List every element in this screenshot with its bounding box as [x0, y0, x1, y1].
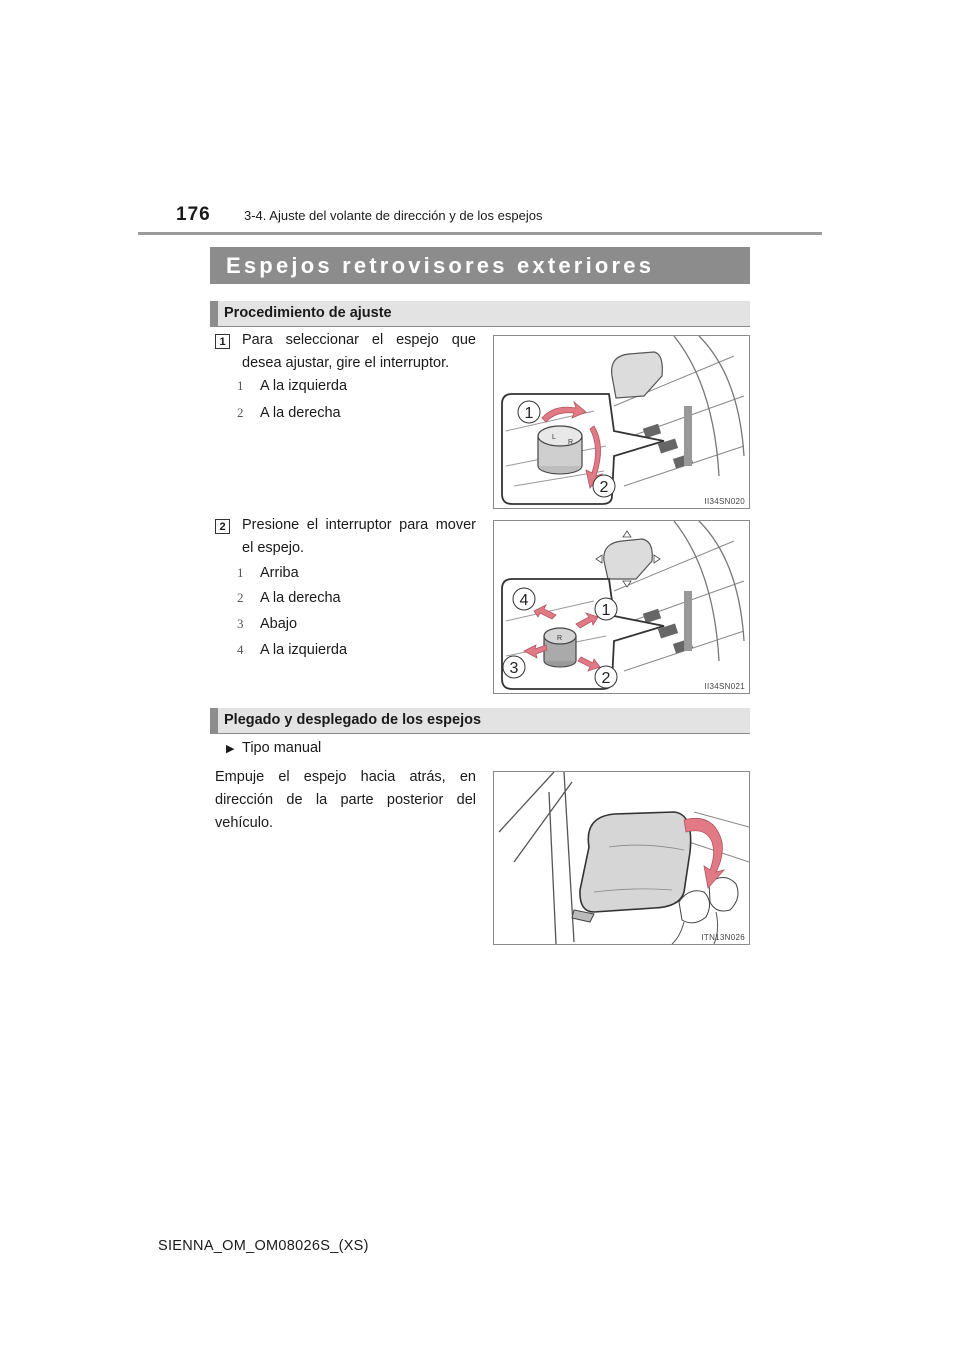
folding-text: Empuje el espejo hacia atrás, en dirección de la parte posterior del vehículo.: [215, 769, 476, 831]
step-badge-1: 1: [215, 334, 230, 349]
item-number: 2: [237, 590, 244, 605]
item-label: A la derecha: [260, 405, 341, 421]
figure-mirror-select-illustration: [494, 336, 749, 508]
section-heading-adjustment: [210, 301, 750, 327]
footer-doc-id: SIENNA_OM_OM08026S_(XS): [158, 1238, 369, 1254]
callout-number: 1: [601, 602, 611, 619]
figure-code: II34SN020: [704, 497, 745, 506]
figure-code: ITN13N026: [701, 933, 745, 942]
page-title: Espejos retrovisores exteriores: [226, 253, 655, 278]
item-label: A la izquierda: [260, 642, 348, 658]
header-rule: [138, 232, 822, 235]
step-badge-2: 2: [215, 519, 230, 534]
section-heading-tab: [210, 708, 218, 733]
bullet-text: Tipo manual: [242, 740, 322, 756]
svg-text:R: R: [568, 439, 574, 446]
section-heading-tab: [210, 301, 218, 326]
section-heading-text: Plegado y desplegado de los espejos: [224, 712, 482, 728]
section-heading-folding: [210, 708, 750, 734]
svg-text:L: L: [552, 434, 556, 441]
figure-mirror-folding: [493, 771, 750, 945]
svg-text:R: R: [557, 635, 563, 642]
section-path: 3-4. Ajuste del volante de dirección y de los espejos: [244, 208, 543, 223]
figure-mirror-adjust-switch: [493, 520, 750, 694]
callout-number: 3: [509, 660, 519, 677]
callout-number: 2: [599, 479, 609, 496]
figure-mirror-adjust-illustration: [494, 521, 749, 693]
callout-number: 1: [524, 405, 534, 422]
bullet-triangle-icon: ▶: [226, 743, 235, 755]
item-label: A la derecha: [260, 590, 341, 606]
step1-text: Para seleccionar el espejo que desea ajustar, gire el interruptor.: [242, 332, 476, 371]
page-number: 176: [176, 204, 211, 225]
item-number: 1: [237, 378, 244, 393]
callout-number: 2: [601, 670, 611, 687]
figure-mirror-folding-illustration: [494, 772, 749, 944]
item-number: 3: [237, 616, 244, 631]
item-label: A la izquierda: [260, 378, 348, 394]
callout-number: 4: [519, 592, 529, 609]
item-number: 4: [237, 642, 244, 657]
item-label: Abajo: [260, 616, 298, 632]
section-heading-text: Procedimiento de ajuste: [224, 305, 392, 321]
page-title-bar: [210, 247, 750, 284]
item-number: 2: [237, 405, 244, 420]
item-label: Arriba: [260, 565, 299, 581]
item-number: 1: [237, 565, 244, 580]
figure-mirror-select-switch: [493, 335, 750, 509]
figure-code: II34SN021: [704, 682, 745, 691]
step2-text: Presione el interruptor para mover el espejo.: [242, 517, 476, 556]
